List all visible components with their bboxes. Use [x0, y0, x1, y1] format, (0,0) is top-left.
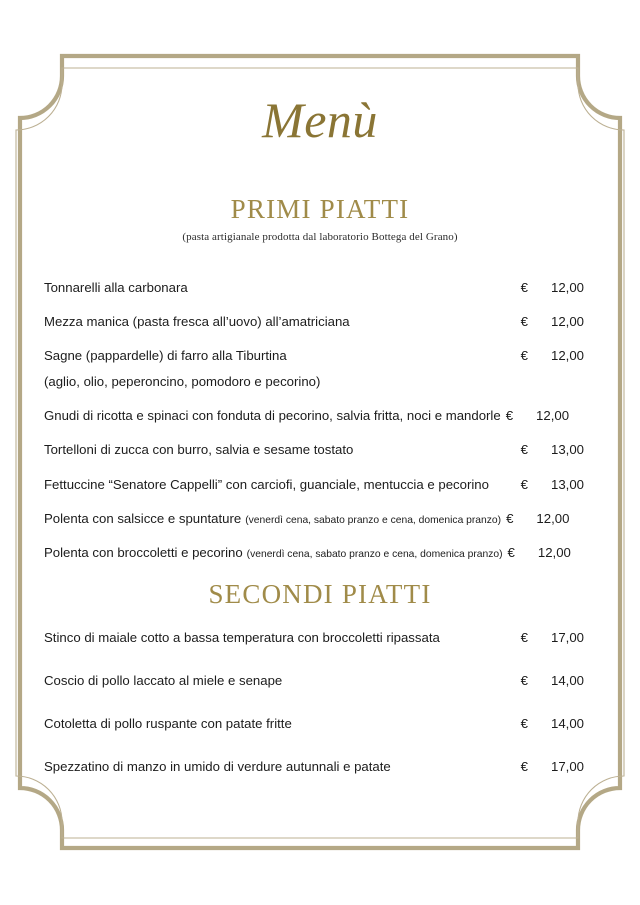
menu-item-price: 13,00	[550, 476, 584, 492]
item-gap	[44, 390, 584, 408]
menu-item-row	[44, 314, 584, 330]
primi-heading-block	[0, 196, 640, 243]
menu-item-name: Cotoletta di pollo ruspante con patate fritte	[44, 716, 292, 732]
menu-item-row	[44, 759, 584, 775]
secondi-heading-block	[0, 581, 640, 608]
menu-item-price: 12,00	[537, 545, 571, 561]
item-gap	[44, 296, 584, 314]
item-gap	[44, 732, 584, 759]
menu-item-name: Gnudi di ricotta e spinaci con fonduta di pecorino, salvia fritta, noci e mandorle	[44, 408, 501, 424]
menu-item-price: 12,00	[550, 314, 584, 330]
menu-item-row	[44, 511, 584, 528]
menu-item-name: Polenta con broccoletti e pecorino	[44, 545, 243, 561]
section-heading-secondi: SECONDI PIATTI	[208, 579, 432, 609]
menu-item-currency: €	[520, 673, 528, 689]
menu-item-note: (venerdì cena, sabato pranzo e cena, domenica pranzo)	[245, 514, 502, 526]
menu-item-row	[44, 545, 584, 562]
menu-item-name: Tortelloni di zucca con burro, salvia e sesame tostato	[44, 442, 354, 458]
menu-item-currency: €	[520, 442, 528, 458]
menu-item-name: Tonnarelli alla carbonara	[44, 280, 188, 295]
menu-item-name: Stinco di maiale cotto a bassa temperatura con broccoletti ripassata	[44, 630, 440, 645]
menu-item-row	[44, 280, 584, 296]
menu-item-price: 12,00	[550, 280, 584, 295]
menu-item-price: 17,00	[550, 759, 584, 775]
secondi-item-list	[44, 630, 584, 775]
menu-item-price: 12,00	[550, 348, 584, 364]
menu-item-row	[44, 348, 584, 364]
menu-item-name: Coscio di pollo laccato al miele e senape	[44, 673, 283, 689]
menu-item-note: (venerdì cena, sabato pranzo e cena, domenica pranzo)	[246, 549, 503, 561]
menu-item-name: Mezza manica (pasta fresca all’uovo) all’amatriciana	[44, 314, 350, 330]
menu-item-currency: €	[505, 408, 514, 424]
menu-item-row	[44, 716, 584, 732]
page-title: Menù	[262, 92, 378, 148]
menu-item-currency: €	[506, 510, 514, 526]
menu-item-name: Spezzatino di manzo in umido di verdure autunnali e patate	[44, 759, 391, 775]
menu-item-row	[44, 442, 584, 458]
menu-item-price: 13,00	[550, 442, 584, 458]
item-gap	[44, 493, 584, 511]
item-gap	[44, 689, 584, 716]
menu-item-row	[44, 630, 584, 646]
menu-item-currency: €	[520, 716, 528, 732]
menu-item-currency: €	[520, 348, 528, 364]
menu-item-name: Polenta con salsicce e spuntature	[44, 510, 242, 526]
menu-item-currency: €	[520, 314, 528, 330]
section-heading-primi: PRIMI PIATTI	[230, 194, 410, 224]
menu-item-currency: €	[520, 280, 528, 295]
menu-item-name: Sagne (pappardelle) di farro alla Tiburtina	[44, 348, 287, 364]
menu-item-currency: €	[507, 545, 515, 561]
menu-item-row	[44, 408, 584, 424]
menu-item-currency: €	[520, 630, 528, 645]
item-gap	[44, 527, 584, 545]
item-gap	[44, 424, 584, 442]
menu-item-row	[44, 477, 584, 493]
item-gap	[44, 459, 584, 477]
item-gap	[44, 646, 584, 673]
menu-item-row	[44, 673, 584, 689]
menu-item-price: 14,00	[550, 673, 584, 689]
menu-item-name: Fettuccine “Senatore Cappelli” con carciofi, guanciale, mentuccia e pecorino	[44, 476, 489, 492]
menu-item-price: 12,00	[536, 408, 570, 424]
primi-item-list	[44, 280, 584, 562]
menu-item-price: 12,00	[536, 510, 570, 526]
section-subtitle-primi: (pasta artigianale prodotta dal laboratorio Bottega del Grano)	[182, 231, 458, 243]
menu-item-price: 17,00	[550, 630, 584, 645]
item-gap	[44, 330, 584, 348]
menu-item-price: 14,00	[550, 716, 584, 732]
menu-item-currency: €	[520, 476, 528, 492]
menu-item-subline: (aglio, olio, peperoncino, pomodoro e pecorino)	[44, 374, 321, 390]
menu-item-currency: €	[520, 759, 528, 775]
